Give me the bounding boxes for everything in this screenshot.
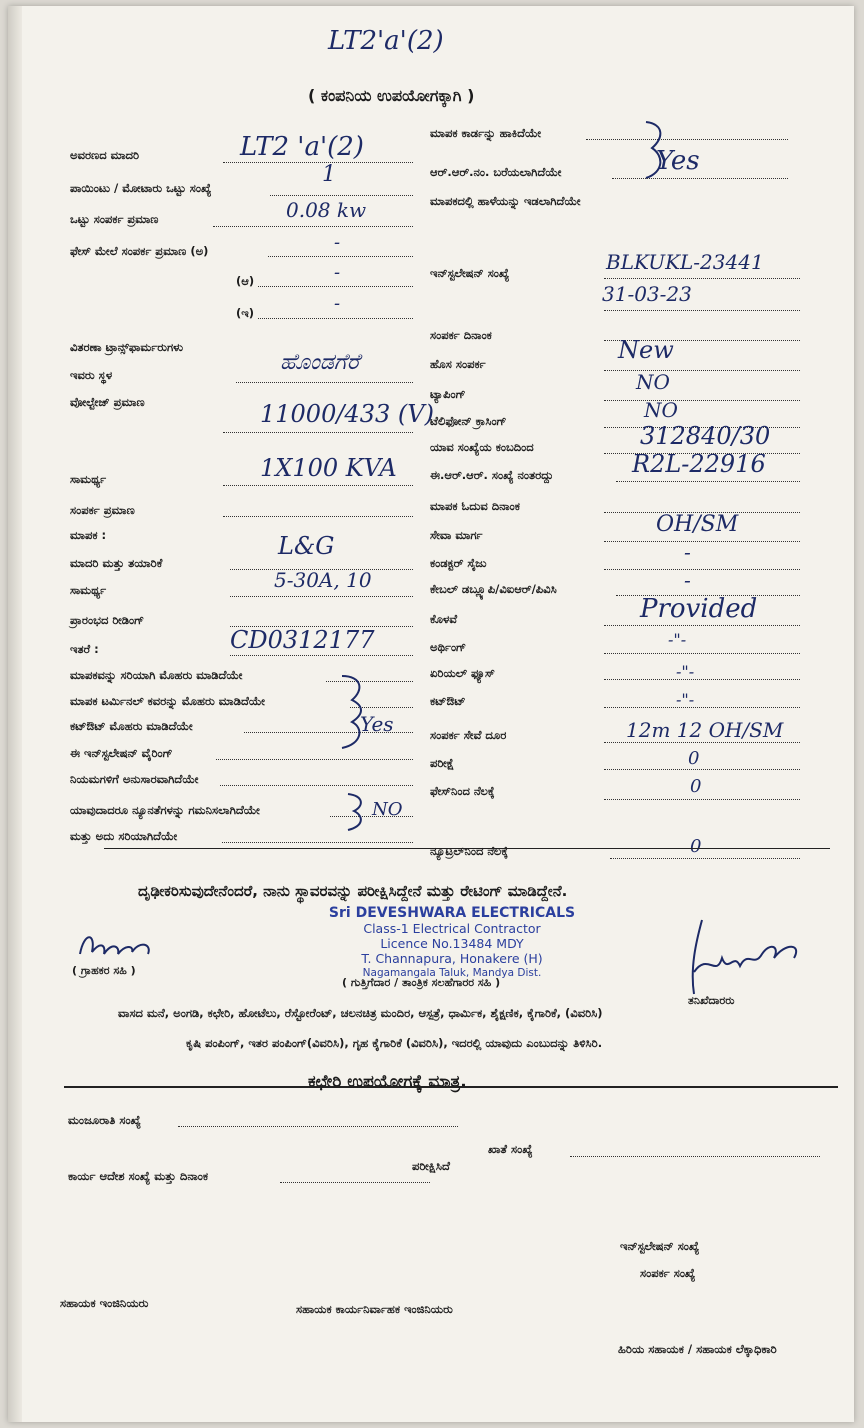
handwritten-brace-no bbox=[342, 790, 372, 834]
label-work-order: ಕಾರ್ಯ ಆದೇಶ ಸಂಖ್ಯೆ ಮತ್ತು ದಿನಾಂಕ bbox=[68, 1169, 209, 1183]
label-initial-reading: ಪ್ರಾರಂಭದ ರೀಡಿಂಗ್ bbox=[70, 613, 145, 627]
value-earthing: -"- bbox=[668, 630, 687, 649]
label-motor-count: ಪಾಯಿಂಟು / ಮೋಟಾರು ಒಟ್ಟು ಸಂಖ್ಯೆ bbox=[70, 181, 212, 195]
consumer-signature-label: ( ಗ್ರಾಹಕರ ಸಹಿ ) bbox=[72, 964, 136, 977]
dots bbox=[604, 569, 800, 570]
label-meter-card: ಮಾಪಕ ಕಾರ್ಡನ್ನು ಹಾಕಿದೆಯೇ bbox=[430, 126, 542, 140]
dots bbox=[604, 625, 800, 626]
label-tapping: ಟ್ಯಾಪಿಂಗ್ bbox=[430, 387, 466, 401]
label-corrected: ಮತ್ತು ಅದು ಸರಿಯಾಗಿದೆಯೇ bbox=[70, 829, 178, 843]
value-phase-a: - bbox=[334, 232, 341, 253]
category-line-1: ವಾಸದ ಮನೆ, ಅಂಗಡಿ, ಕಛೇರಿ, ಹೋಟೆಲು, ರೆಸ್ಟೋರೆಂಟ್, ಚಲನಚಿತ್ರ ಮಂದಿರ, ಆಸ್ಪತ್ರೆ, ಧಾರ್ಮಿಕ, ಶೈಕ್ಷಣಿಕ, ಕೈಗಾರಿಕೆ, (ವಿವರಿಸಿ) bbox=[118, 1006, 603, 1020]
dots bbox=[604, 769, 800, 770]
label-phase-c: (ಇ) bbox=[236, 306, 254, 320]
value-phase-b: - bbox=[334, 262, 341, 283]
label-sealed-2: ಮಾಪಕ ಟರ್ಮಿನಲ್ ಕವರನ್ನು ಮೊಹರು ಮಾಡಿದೆಯೇ bbox=[70, 694, 265, 708]
office-heading: ಕಛೇರಿ ಉಪಯೋಗಕ್ಕೆ ಮಾತ್ರ. bbox=[308, 1072, 467, 1092]
label-pipe: ಕೊಳವೆ bbox=[430, 612, 458, 626]
value-defects: NO bbox=[372, 799, 403, 820]
dots bbox=[223, 485, 413, 486]
value-cable: - bbox=[684, 568, 691, 592]
dots bbox=[570, 1156, 820, 1157]
value-conductor: - bbox=[684, 540, 691, 564]
inspector-label: ತನಿಖೆದಾರರು bbox=[688, 994, 735, 1007]
value-rr-after: R2L-22916 bbox=[632, 450, 766, 478]
label-connection: ಸಂಪರ್ಕ ಪ್ರಮಾಣ bbox=[70, 503, 135, 517]
stamp-line-5: Nagamangala Taluk, Mandya Dist. bbox=[362, 967, 542, 979]
dots bbox=[586, 139, 788, 140]
label-aerial-fuse: ಏರಿಯಲ್ ಫ್ಯೂಸ್ bbox=[430, 666, 495, 680]
dots bbox=[604, 742, 800, 743]
value-tariff: LT2 'a'(2) bbox=[240, 132, 364, 162]
label-cutout: ಕಟ್‌ಔಟ್ bbox=[430, 694, 466, 708]
label-total-load: ಒಟ್ಟು ಸಂಪರ್ಕ ಪ್ರಮಾಣ bbox=[70, 212, 159, 226]
dots bbox=[230, 596, 413, 597]
dots bbox=[604, 653, 800, 654]
label-asst-exec-engineer: ಸಹಾಯಕ ಕಾರ್ಯನಿರ್ವಾಹಕ ಇಂಜಿನಿಯರು bbox=[296, 1302, 453, 1316]
label-new-connection: ಹೊಸ ಸಂಪರ್ಕ bbox=[430, 357, 486, 371]
value-test: 0 bbox=[688, 748, 700, 769]
dots bbox=[604, 400, 800, 401]
label-transformers: ವಿತರಣಾ ಟ್ರಾನ್ಸ್‌ಫಾರ್ಮರುಗಳು bbox=[70, 340, 184, 354]
divider bbox=[104, 848, 830, 849]
value-service-distance: 12m 12 OH/SM bbox=[626, 718, 784, 742]
value-capacity: 1X100 KVA bbox=[260, 454, 397, 482]
label-earthing: ಅರ್ಥಿಂಗ್ bbox=[430, 640, 467, 654]
dots bbox=[258, 318, 413, 319]
value-install-date: 31-03-23 bbox=[602, 282, 692, 306]
stamp-line-3: Licence No.13484 MDY bbox=[380, 936, 524, 951]
stamp-line-2: Class-1 Electrical Contractor bbox=[363, 921, 541, 936]
label-accounts-officer: ಹಿರಿಯ ಸಹಾಯಕ / ಸಹಾಯಕ ಲೆಕ್ಕಾಧಿಕಾರಿ bbox=[618, 1342, 777, 1356]
dots bbox=[236, 382, 413, 383]
label-office-installation-no: ಇನ್‌ಸ್ಟಲೇಷನ್ ಸಂಖ್ಯೆ bbox=[620, 1239, 700, 1253]
dots bbox=[610, 858, 800, 859]
value-others: CD0312177 bbox=[230, 626, 375, 654]
dots bbox=[223, 162, 413, 163]
dots bbox=[222, 842, 413, 843]
dots bbox=[213, 226, 413, 227]
value-pole-no: 312840/30 bbox=[640, 422, 771, 450]
declaration: ದೃಢೀಕರಿಸುವುದೇನೆಂದರೆ, ನಾನು ಸ್ಥಾವರವನ್ನು ಪರೀಕ್ಷಿಸಿದ್ದೇನೆ ಮತ್ತು ರೇಟಿಂಗ್ ಮಾಡಿದ್ದೇನೆ. bbox=[138, 882, 568, 900]
value-phase-earth: 0 bbox=[690, 776, 702, 797]
label-phase-a: ಫೇಸ್ ಮೇಲೆ ಸಂಪರ್ಕ ಪ್ರಮಾಣ (ಅ) bbox=[70, 244, 209, 258]
dots bbox=[216, 759, 413, 760]
label-phase-earth: ಫೇಸ್‌ನಿಂದ ನೆಲಕ್ಕೆ bbox=[430, 784, 495, 798]
dots bbox=[230, 655, 413, 656]
label-rr-after: ಈ.ಆರ್.ಆರ್. ಸಂಖ್ಯೆ ನಂತರದ್ದು bbox=[430, 468, 554, 482]
label-reading-date: ಮಾಪಕ ಓದುವ ದಿನಾಂಕ bbox=[430, 499, 520, 513]
value-new-connection: New bbox=[618, 336, 674, 364]
handwritten-brace-yes bbox=[334, 670, 374, 754]
dots bbox=[604, 799, 800, 800]
label-conductor: ಕಂಡಕ್ಟರ್ ಸೈಜು bbox=[430, 556, 487, 570]
label-meter: ಮಾಪಕ : bbox=[70, 528, 107, 542]
dots bbox=[612, 178, 788, 179]
paper-fold bbox=[8, 6, 22, 1422]
dots bbox=[604, 541, 800, 542]
value-make: L&G bbox=[278, 532, 335, 560]
label-meter-box: ಮಾಪಕದಲ್ಲಿ ಹಾಳೆಯನ್ನು ಇಡಲಾಗಿದೆಯೇ bbox=[430, 194, 581, 208]
label-pole-no: ಯಾವ ಸಂಖ್ಯೆಯ ಕಂಬದಿಂದ bbox=[430, 440, 534, 454]
value-location: ಹೊಂಡಗೆರೆ bbox=[280, 350, 360, 375]
dots bbox=[604, 310, 800, 311]
value-total-load: 0.08 kw bbox=[286, 198, 367, 222]
stamp-line-1: Sri DEVESHWARA ELECTRICALS bbox=[328, 905, 576, 921]
label-phase-b: (ಆ) bbox=[236, 274, 255, 288]
value-aerial-fuse: -"- bbox=[676, 662, 695, 681]
label-capacity: ಸಾಮರ್ಥ್ಯ bbox=[70, 472, 107, 486]
office-divider bbox=[64, 1086, 838, 1088]
label-voltage: ವೋಲ್ಟೇಜ್ ಪ್ರಮಾಣ bbox=[70, 395, 145, 409]
value-meter-capacity: 5-30A, 10 bbox=[274, 568, 372, 592]
contractor-signature-label: ( ಗುತ್ತಿಗೆದಾರ / ತಾಂತ್ರಿಕ ಸಲಹೆಗಾರರ ಸಹಿ ) bbox=[342, 976, 501, 989]
value-meter-card: Yes bbox=[656, 146, 700, 176]
value-cutout: -"- bbox=[676, 690, 695, 709]
label-others: ಇತರೆ : bbox=[70, 642, 99, 656]
dots bbox=[258, 286, 413, 287]
label-rules: ನಿಯಮಗಳಿಗೆ ಅನುಸಾರವಾಗಿದೆಯೇ bbox=[70, 772, 199, 786]
stamp-line-4: T. Channapura, Honakere (H) bbox=[361, 951, 543, 966]
value-installation-no: BLKUKL-23441 bbox=[606, 250, 764, 274]
label-service-distance: ಸಂಪರ್ಕ ಸೇವೆ ದೂರ bbox=[430, 728, 507, 742]
dots bbox=[604, 278, 800, 279]
label-defects: ಯಾವುದಾದರೂ ನ್ಯೂನತೆಗಳನ್ನು ಗಮನಿಸಲಾಗಿದೆಯೇ bbox=[70, 803, 260, 817]
contractor-stamp bbox=[314, 906, 590, 981]
dots bbox=[604, 370, 800, 371]
value-tapping: NO bbox=[636, 370, 670, 394]
form-title: ( ಕಂಪನಿಯ ಉಪಯೋಗಕ್ಕಾಗಿ ) bbox=[308, 86, 475, 105]
label-neutral-earth: ನ್ಯೂಟ್ರಲ್‌ನಿಂದ ನೆಲಕ್ಕೆ bbox=[430, 844, 509, 858]
dots bbox=[223, 516, 413, 517]
category-line-2: ಕೃಷಿ ಪಂಪಿಂಗ್, ಇತರ ಪಂಪಿಂಗ್(ವಿವರಿಸಿ), ಗೃಹ ಕೈಗಾರಿಕೆ (ವಿವರಿಸಿ), ಇದರಲ್ಲಿ ಯಾವುದು ಎಂಬುದನ್ನು ತಿಳಿಸಿರಿ. bbox=[186, 1036, 603, 1050]
label-location: ಇವರು ಸ್ಥಳ bbox=[70, 368, 113, 382]
label-rr-written: ಆರ್.ಆರ್.ನಂ. ಬರೆಯಲಾಗಿದೆಯೇ bbox=[430, 165, 562, 179]
dots bbox=[178, 1126, 458, 1127]
value-service-route: OH/SM bbox=[656, 512, 739, 537]
value-telephone: NO bbox=[644, 398, 678, 422]
value-phase-c: - bbox=[334, 293, 341, 314]
value-neutral-earth: 0 bbox=[690, 836, 702, 857]
label-asst-engineer: ಸಹಾಯಕ ಇಂಜಿನಿಯರು bbox=[60, 1296, 149, 1310]
dots bbox=[280, 1182, 430, 1183]
label-sanction-no: ಮಂಜೂರಾತಿ ಸಂಖ್ಯೆ bbox=[68, 1113, 141, 1127]
label-meter-capacity: ಸಾಮರ್ಥ್ಯ bbox=[70, 583, 107, 597]
label-office-connection-no: ಸಂಪರ್ಕ ಸಂಖ್ಯೆ bbox=[640, 1266, 696, 1280]
dots bbox=[604, 679, 800, 680]
label-sealed-3: ಕಟ್‌ಔಟ್ ಮೊಹರು ಮಾಡಿದೆಯೇ bbox=[70, 719, 193, 733]
handwritten-code: LT2'a'(2) bbox=[328, 26, 444, 56]
label-telephone: ಟೆಲಿಫೋನ್ ಕ್ರಾಸಿಂಗ್ bbox=[430, 414, 507, 428]
dots bbox=[604, 707, 800, 708]
dots bbox=[220, 785, 413, 786]
consumer-signature bbox=[74, 924, 166, 968]
dots bbox=[270, 195, 413, 196]
label-tariff: ಅವರಣದ ಮಾದರಿ bbox=[70, 148, 140, 162]
label-connection-date: ಸಂಪರ್ಕ ದಿನಾಂಕ bbox=[430, 328, 492, 342]
label-sealed-1: ಮಾಪಕವನ್ನು ಸರಿಯಾಗಿ ಮೊಹರು ಮಾಡಿದೆಯೇ bbox=[70, 668, 243, 682]
form-sheet bbox=[8, 6, 854, 1422]
dots bbox=[268, 256, 413, 257]
value-motor-count: 1 bbox=[322, 162, 336, 187]
label-account-no: ಖಾತೆ ಸಂಖ್ಯೆ bbox=[488, 1142, 533, 1156]
value-voltage: 11000/433 (V) bbox=[260, 400, 434, 428]
value-pipe: Provided bbox=[640, 594, 758, 624]
label-cable: ಕೇಬಲ್ ಡಬ್ಲ್ಯೂಪಿ/ವಿಐಆರ್/ಪಿವಿಸಿ bbox=[430, 582, 557, 596]
dots bbox=[616, 481, 800, 482]
label-inspected: ಪರೀಕ್ಷಿಸಿದೆ bbox=[412, 1159, 450, 1173]
label-service-route: ಸೇವಾ ಮಾರ್ಗ bbox=[430, 528, 483, 542]
label-test: ಪರೀಕ್ಷೆ bbox=[430, 756, 455, 770]
handwritten-brace-meter bbox=[640, 118, 670, 182]
label-installation-no: ಇನ್‌ಸ್ಟಲೇಷನ್ ಸಂಖ್ಯೆ bbox=[430, 266, 510, 280]
label-wiring: ಈ ಇನ್‌ಸ್ಟಲೇಷನ್ ವೈರಿಂಗ್ bbox=[70, 746, 173, 760]
dots bbox=[223, 432, 413, 433]
value-sealed-3: Yes bbox=[360, 712, 394, 736]
label-make: ಮಾದರಿ ಮತ್ತು ತಯಾರಿಕೆ bbox=[70, 556, 163, 570]
